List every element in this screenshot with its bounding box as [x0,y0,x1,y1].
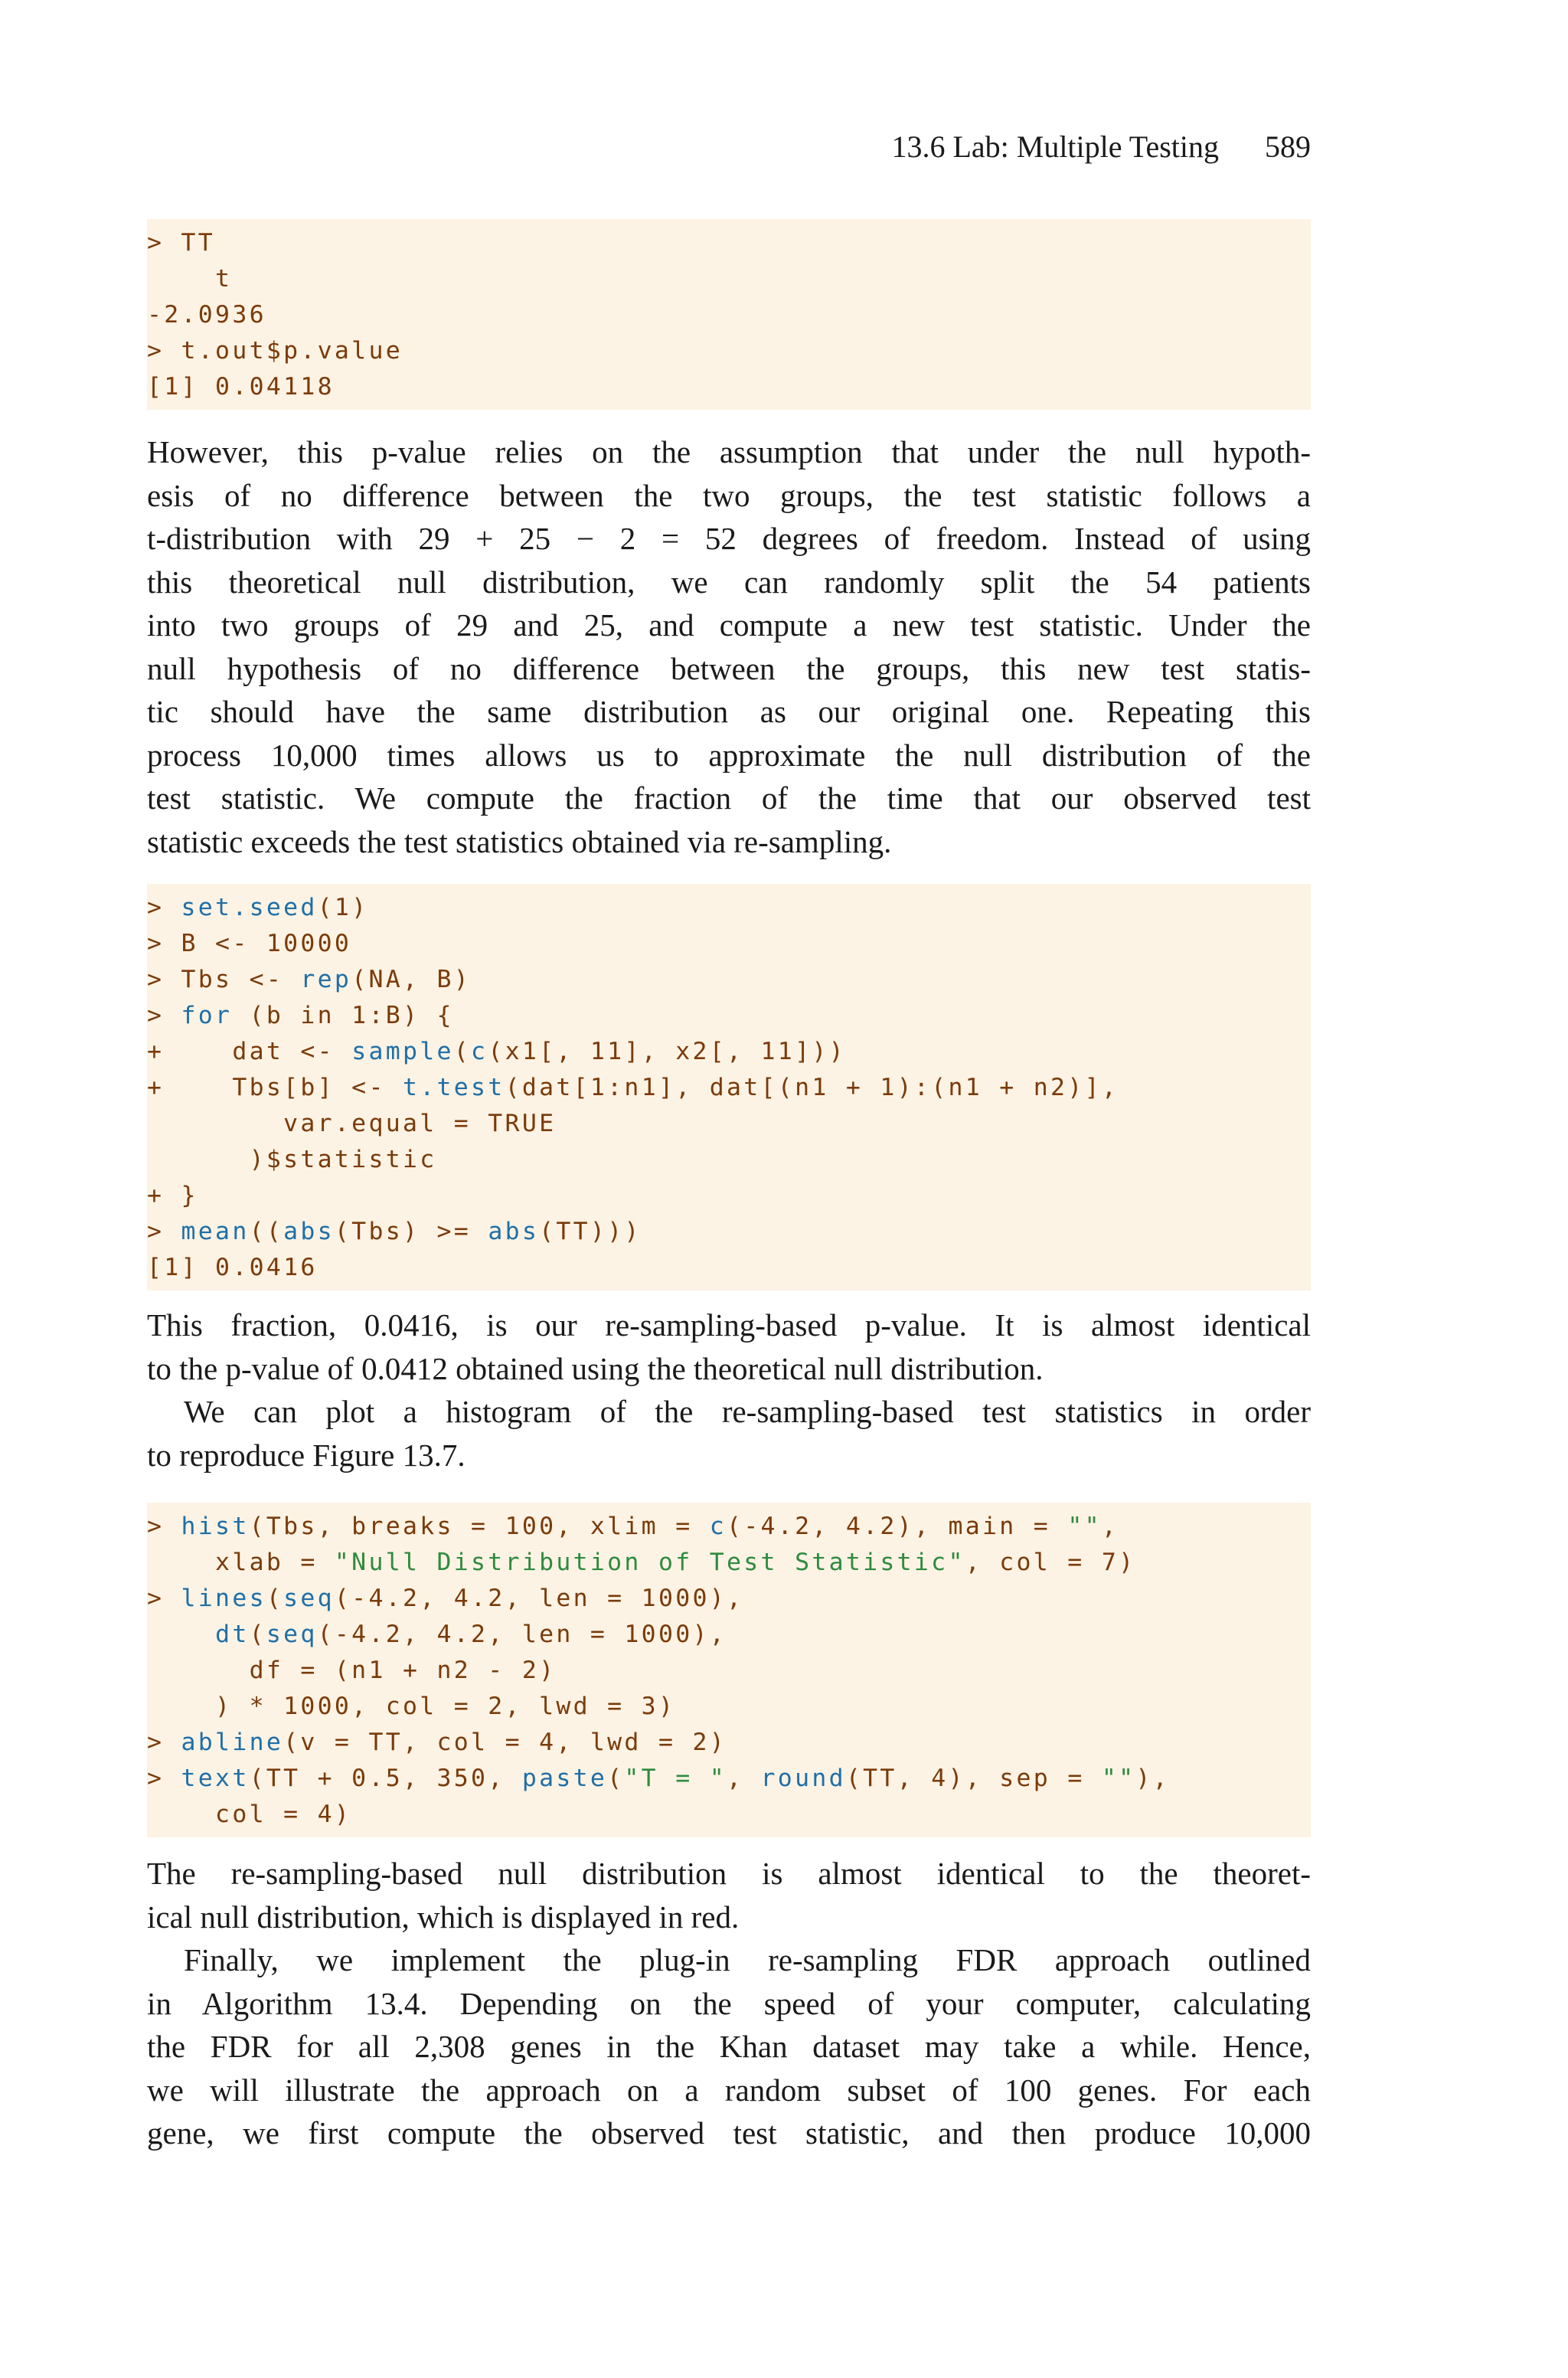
running-header [891,129,1311,165]
code-line: > mean((abs(Tbs) >= abs(TT))) [147,1218,642,1245]
code-line: + } [147,1182,198,1209]
code-line: var.equal = TRUE [147,1110,557,1137]
text-line: ical null distribution, which is displayed in red. [147,1899,740,1935]
text-line: test statistic. We compute the fraction of the time that our observed test [147,780,1311,816]
code-line: )$statistic [147,1146,437,1173]
text-line: we will illustrate the approach on a random subset of 100 genes. For each [147,2072,1311,2108]
text-line: tic should have the same distribution as our original one. Repeating this [147,694,1311,729]
text-line: to the p-value of 0.0412 obtained using the theoretical null distribution. [147,1350,1044,1386]
paragraph-fdr-approach [147,1852,1311,2155]
code-line: ) * 1000, col = 2, lwd = 3) [147,1693,676,1720]
text-line: statistic exceeds the test statistics obtained via re-sampling. [147,823,892,859]
code-line: > lines(seq(-4.2, 4.2, len = 1000), [147,1585,744,1612]
code-line: + dat <- sample(c(x1[, 11], x2[, 11])) [147,1038,846,1065]
code-block-histogram [147,1503,1311,1837]
code-line: > t.out$p.value [147,337,403,365]
text-line: into two groups of 29 and 25, and compute a new test statistic. Under the [147,607,1311,643]
text-line: this theoretical null distribution, we can randomly split the 54 patients [147,564,1311,600]
code-line: > abline(v = TT, col = 4, lwd = 2) [147,1729,727,1756]
text-line: We can plot a histogram of the re-sampling-based test statistics in order [184,1394,1311,1429]
page-number: 589 [1265,129,1311,164]
text-line: the FDR for all 2,308 genes in the Khan dataset may take a while. Hence, [147,2029,1311,2064]
text-line: t-distribution with 29 + 25 − 2 = 52 degrees of freedom. Instead of using [147,521,1311,556]
text-line: esis of no difference between the two groups, the test statistic follows a [147,477,1311,513]
text-line: to reproduce Figure 13.7. [147,1437,466,1473]
code-line: [1] 0.0416 [147,1254,318,1281]
text-line: gene, we first compute the observed test statistic, and then produce 10,000 [147,2115,1311,2151]
code-line: > B <- 10000 [147,930,352,957]
code-line: col = 4) [147,1801,352,1828]
code-block-resampling-loop [147,884,1311,1290]
text-line: process 10,000 times allows us to approximate the null distribution of the [147,737,1311,773]
code-line: + Tbs[b] <- t.test(dat[1:n1], dat[(n1 + 1):(n1 + n2)], [147,1074,1119,1101]
paragraph-resampling-pvalue [147,1303,1311,1477]
code-line: df = (n1 + n2 - 2) [147,1657,557,1684]
code-line: > text(TT + 0.5, 350, paste("T = ", round(TT, 4), sep = ""), [147,1765,1170,1792]
paragraph-null-distribution [147,430,1311,863]
code-line: > set.seed(1) [147,894,369,921]
code-line: > for (b in 1:B) { [147,1002,454,1029]
code-line: t [147,265,233,293]
code-line: > hist(Tbs, breaks = 100, xlim = c(-4.2, 4.2), main = "", [147,1513,1119,1540]
text-line: This fraction, 0.0416, is our re-sampling-based p-value. It is almost identical [147,1307,1311,1343]
text-line: Finally, we implement the plug-in re-sampling FDR approach outlined [184,1942,1311,1977]
code-line: -2.0936 [147,301,266,329]
section-title: 13.6 Lab: Multiple Testing [891,129,1219,164]
code-line: > Tbs <- rep(NA, B) [147,966,472,993]
code-line: > TT [147,229,216,257]
text-line: in Algorithm 13.4. Depending on the speed of your computer, calculating [147,1985,1311,2021]
code-line: xlab = "Null Distribution of Test Statistic", col = 7) [147,1549,1136,1576]
text-line: The re-sampling-based null distribution is almost identical to the theoret- [147,1856,1311,1891]
text-line: null hypothesis of no difference between the groups, this new test statis- [147,650,1311,686]
text-line: However, this p-value relies on the assumption that under the null hypoth- [147,434,1311,469]
code-line: [1] 0.04118 [147,373,335,401]
code-block-tt-output [147,219,1311,410]
code-line: dt(seq(-4.2, 4.2, len = 1000), [215,1621,727,1648]
